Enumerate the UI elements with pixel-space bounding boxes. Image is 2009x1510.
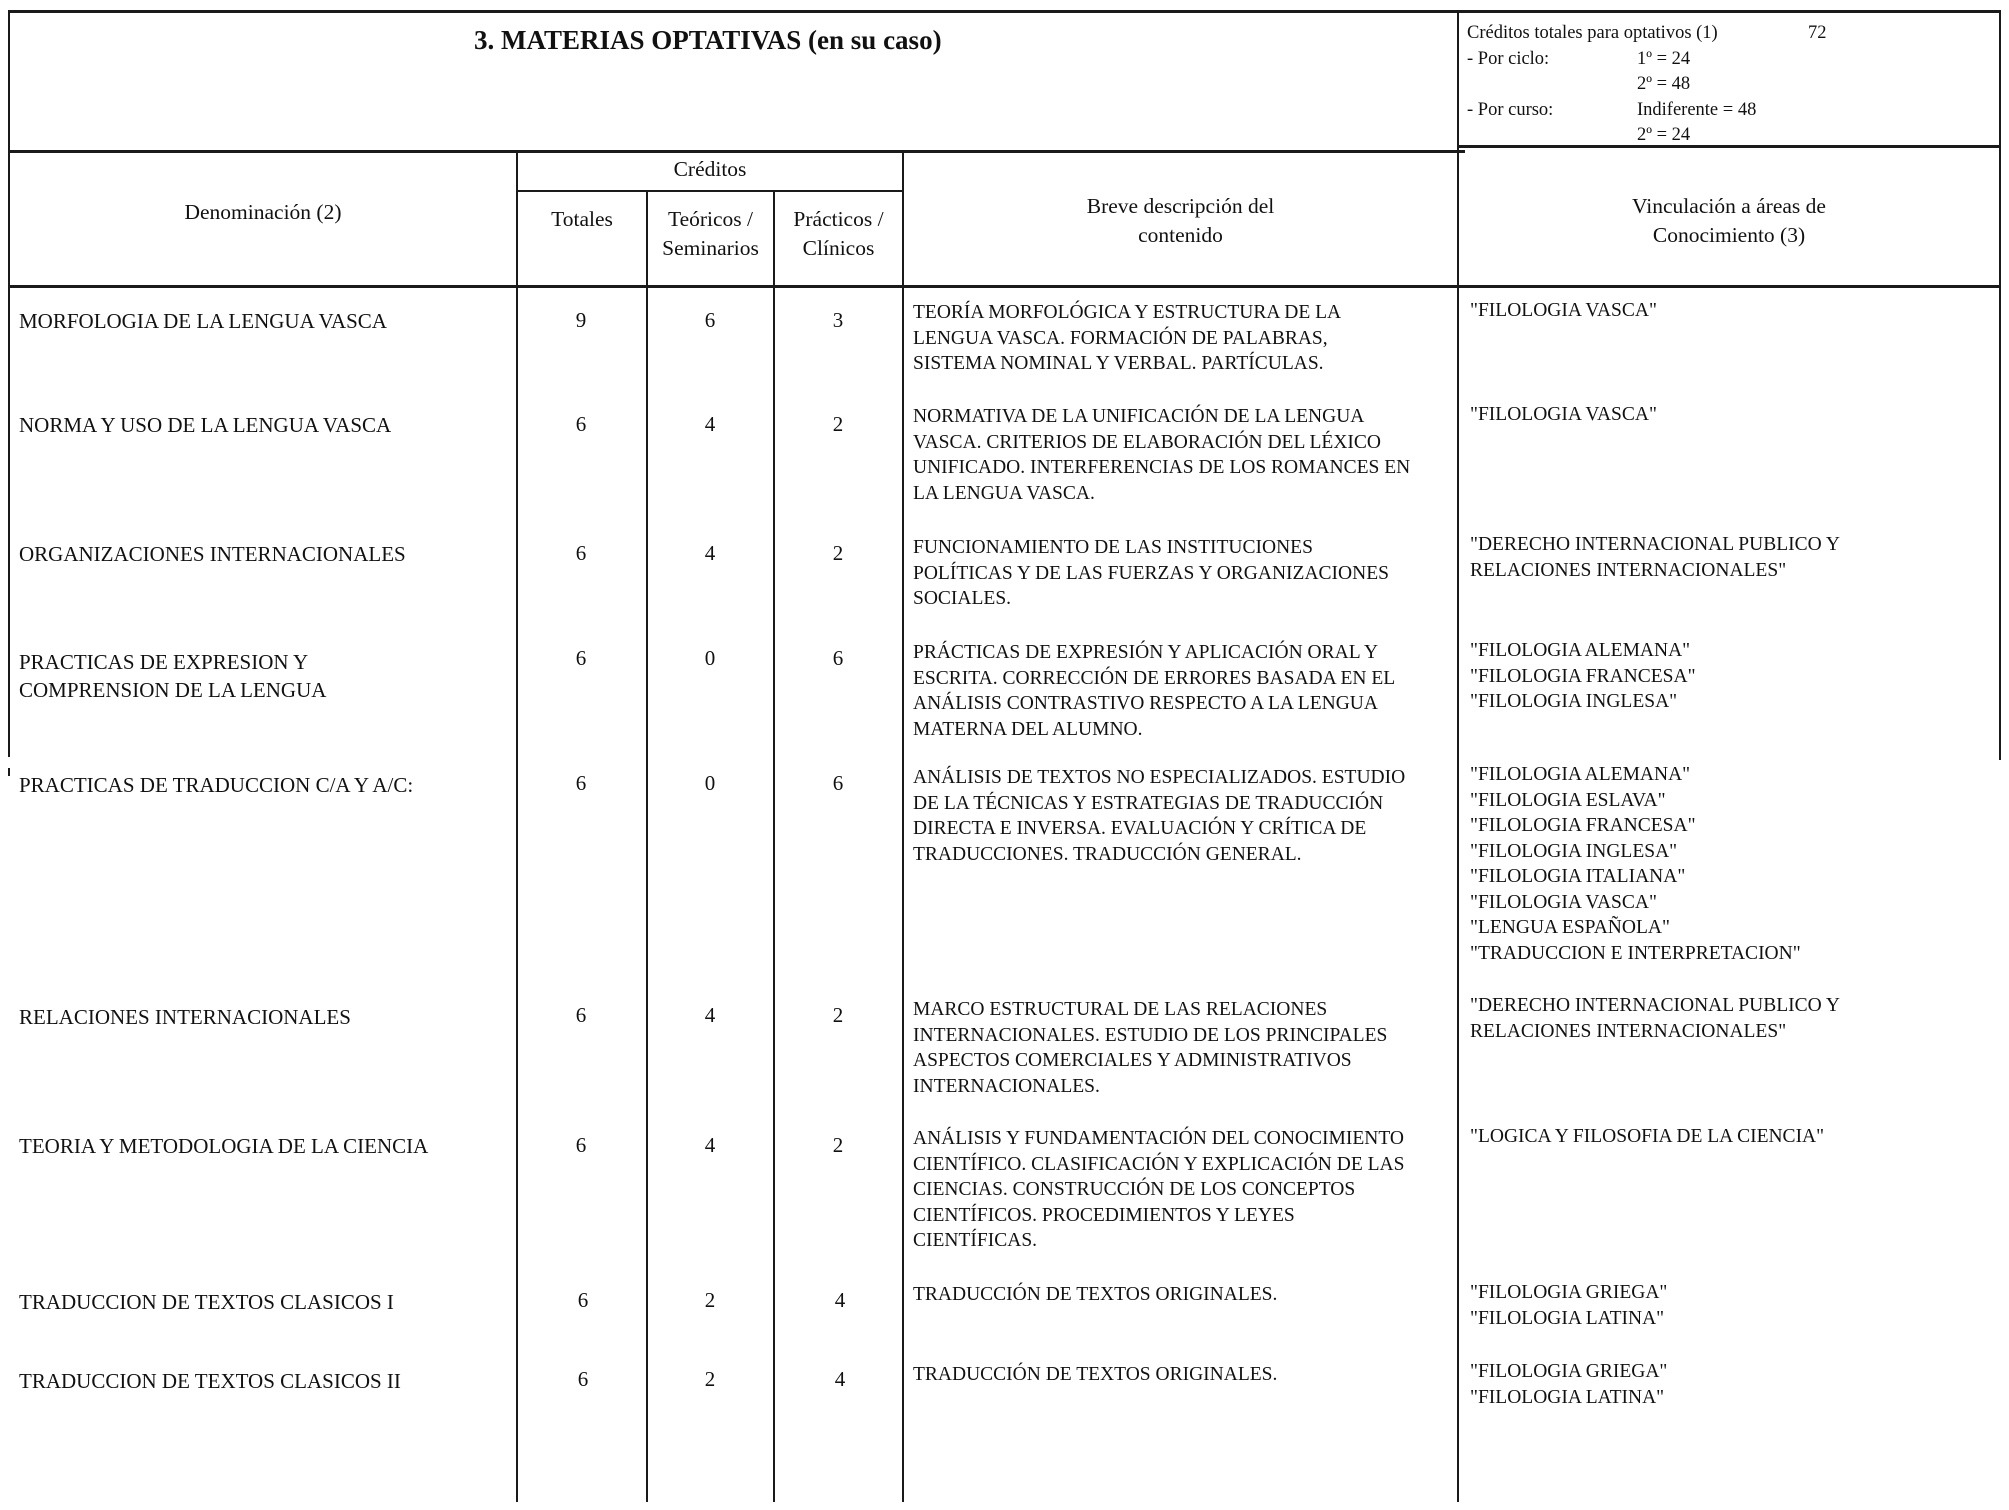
row-practicos: 6 [832, 646, 844, 670]
credits-ciclo-label: - Por ciclo: [1467, 49, 1550, 69]
row-areas: "FILOLOGIA GRIEGA" "FILOLOGIA LATINA" [1470, 1282, 1668, 1329]
row-denominacion: NORMA Y USO DE LA LENGUA VASCA [19, 413, 392, 437]
credits-total-value: 72 [1808, 23, 1827, 43]
border-left-lower [8, 768, 10, 776]
border-left-upper [8, 10, 10, 757]
row-descripcion: PRÁCTICAS DE EXPRESIÓN Y APLICACIÓN ORAL Y ESCRITA. CORRECCIÓN DE ERRORES BASADA EN EL ANÁLISIS CONTRASTIVO RESPECTO A LA LENGUA MATERNA DEL ALUMNO. [913, 642, 1396, 740]
row-teoricos: 4 [704, 541, 716, 565]
row-teoricos: 4 [704, 1003, 716, 1027]
row-descripcion: ANÁLISIS Y FUNDAMENTACIÓN DEL CONOCIMIENTO CIENTÍFICO. CLASIFICACIÓN Y EXPLICACIÓN DE LAS CIENCIAS. CONSTRUCCIÓN DE LOS CONCEPTOS CIENTÍFICOS. PROCEDIMIENTOS Y LEYES CIENTÍFICAS. [913, 1128, 1405, 1251]
row-descripcion: MARCO ESTRUCTURAL DE LAS RELACIONES INTERNACIONALES. ESTUDIO DE LOS PRINCIPALES ASPECTOS COMERCIALES Y ADMINISTRATIVOS INTERNACIONALES. [913, 999, 1388, 1097]
col-rule-teoricos-right [773, 190, 775, 1502]
row-denominacion: TRADUCCION DE TEXTOS CLASICOS II [19, 1369, 401, 1393]
row-practicos: 4 [834, 1367, 846, 1391]
row-teoricos: 4 [704, 1133, 716, 1157]
row-totales: 6 [577, 1288, 589, 1312]
row-teoricos: 0 [704, 646, 716, 670]
header-creditos: Créditos [673, 157, 747, 181]
col-rule-totales-right [646, 190, 648, 1502]
row-teoricos: 6 [704, 308, 716, 332]
row-denominacion: TRADUCCION DE TEXTOS CLASICOS I [19, 1290, 394, 1314]
row-descripcion: FUNCIONAMIENTO DE LAS INSTITUCIONES POLÍTICAS Y DE LAS FUERZAS Y ORGANIZACIONES SOCIALES. [913, 537, 1389, 609]
row-totales: 6 [575, 412, 587, 436]
credits-ciclo-1: 1º = 24 [1637, 49, 1691, 69]
title-bottom-rule [8, 150, 1465, 153]
row-descripcion: ANÁLISIS DE TEXTOS NO ESPECIALIZADOS. ESTUDIO DE LA TÉCNICAS Y ESTRATEGIAS DE TRADUCCIÓN DIRECTA E INVERSA. EVALUACIÓN Y CRÍTICA DE TRADUCCIONES. TRADUCCIÓN GENERAL. [913, 767, 1406, 865]
credits-curso-2: 2º = 24 [1637, 125, 1691, 145]
row-totales: 6 [575, 646, 587, 670]
row-totales: 6 [577, 1367, 589, 1391]
row-descripcion: TRADUCCIÓN DE TEXTOS ORIGINALES. [913, 1284, 1278, 1305]
row-teoricos: 0 [704, 771, 716, 795]
row-teoricos: 2 [704, 1367, 716, 1391]
row-descripcion: NORMATIVA DE LA UNIFICACIÓN DE LA LENGUA VASCA. CRITERIOS DE ELABORACIÓN DEL LÉXICO UNIFICADO. INTERFERENCIAS DE LOS ROMANCES EN LA LENGUA VASCA. [913, 406, 1411, 504]
header-totales: Totales [551, 207, 613, 231]
row-totales: 6 [575, 1133, 587, 1157]
row-totales: 6 [575, 541, 587, 565]
creditos-subheader-rule [517, 190, 904, 192]
border-top [8, 10, 2001, 13]
row-practicos: 2 [832, 541, 844, 565]
row-descripcion: TRADUCCIÓN DE TEXTOS ORIGINALES. [913, 1364, 1278, 1385]
credits-ciclo-2: 2º = 48 [1637, 74, 1691, 94]
credits-curso-1: Indiferente = 48 [1637, 100, 1757, 120]
row-teoricos: 4 [704, 412, 716, 436]
row-areas: "FILOLOGIA ALEMANA" "FILOLOGIA FRANCESA" "FILOLOGIA INGLESA" [1470, 640, 1696, 712]
row-denominacion: RELACIONES INTERNACIONALES [19, 1005, 351, 1029]
col-rule-descripcion-right [1457, 145, 1459, 1502]
row-practicos: 3 [832, 308, 844, 332]
row-practicos: 2 [832, 1003, 844, 1027]
row-practicos: 2 [832, 412, 844, 436]
row-totales: 6 [575, 771, 587, 795]
row-practicos: 4 [834, 1288, 846, 1312]
row-practicos: 2 [832, 1133, 844, 1157]
row-areas: "FILOLOGIA GRIEGA" "FILOLOGIA LATINA" [1470, 1361, 1668, 1408]
row-denominacion: MORFOLOGIA DE LA LENGUA VASCA [19, 309, 387, 333]
row-totales: 6 [575, 1003, 587, 1027]
credits-total-label: Créditos totales para optativos (1) [1467, 23, 1718, 43]
row-totales: 9 [575, 308, 587, 332]
row-descripcion: TEORÍA MORFOLÓGICA Y ESTRUCTURA DE LA LENGUA VASCA. FORMACIÓN DE PALABRAS, SISTEMA NOMINAL Y VERBAL. PARTÍCULAS. [913, 302, 1342, 374]
row-areas: "DERECHO INTERNACIONAL PUBLICO Y RELACIONES INTERNACIONALES" [1470, 534, 1840, 581]
header-practicos: Prácticos / Clínicos [793, 207, 884, 260]
row-denominacion: ORGANIZACIONES INTERNACIONALES [19, 542, 406, 566]
row-practicos: 6 [832, 771, 844, 795]
header-vinculacion: Vinculación a áreas de Conocimiento (3) [1632, 194, 1826, 247]
header-descripcion: Breve descripción del contenido [1086, 194, 1275, 247]
row-areas: "FILOLOGIA ALEMANA" "FILOLOGIA ESLAVA" "FILOLOGIA FRANCESA" "FILOLOGIA INGLESA" "FILOLOGIA ITALIANA" "FILOLOGIA VASCA" "LENGUA ESPAÑOLA" "TRADUCCION E INTERPRETACION" [1470, 764, 1801, 964]
header-denominacion: Denominación (2) [184, 200, 342, 224]
page-title: 3. MATERIAS OPTATIVAS (en su caso) [474, 25, 942, 55]
border-right [1999, 10, 2001, 760]
title-info-divider [1457, 10, 1459, 150]
header-bottom-rule [8, 285, 2001, 288]
col-rule-practicos-right [902, 150, 904, 1502]
row-denominacion: PRACTICAS DE EXPRESION Y COMPRENSION DE LA LENGUA [19, 650, 327, 702]
row-areas: "FILOLOGIA VASCA" [1470, 404, 1657, 425]
row-denominacion: PRACTICAS DE TRADUCCION C/A Y A/C: [19, 773, 414, 797]
credits-curso-label: - Por curso: [1467, 100, 1554, 120]
info-bottom-rule [1457, 145, 2001, 148]
row-areas: "FILOLOGIA VASCA" [1470, 300, 1657, 321]
row-areas: "LOGICA Y FILOSOFIA DE LA CIENCIA" [1470, 1126, 1825, 1147]
row-teoricos: 2 [704, 1288, 716, 1312]
row-areas: "DERECHO INTERNACIONAL PUBLICO Y RELACIONES INTERNACIONALES" [1470, 995, 1840, 1042]
col-rule-creditos-left [516, 150, 518, 1502]
row-denominacion: TEORIA Y METODOLOGIA DE LA CIENCIA [19, 1134, 429, 1158]
header-teoricos: Teóricos / Seminarios [662, 207, 759, 260]
